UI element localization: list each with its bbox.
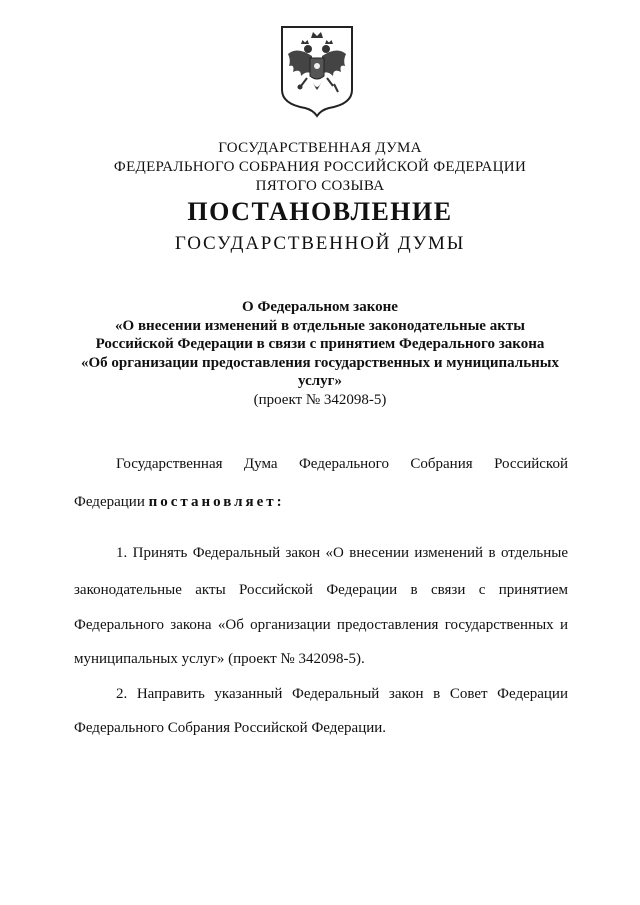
subject-line-4: «Об организации предоставления государственных и муниципальных: [80, 354, 559, 371]
document-type-title: ПОСТАНОВЛЕНИЕ: [187, 197, 453, 226]
preamble-line-1: [74, 456, 568, 473]
item-2-line-1: [74, 686, 568, 703]
bill-project-number: (проект № 342098-5): [253, 391, 387, 408]
subject-line-5: услуг»: [298, 373, 342, 390]
item-1-text-1: 1. Принять Федеральный закон «О внесении изменений в отдельные: [116, 545, 568, 561]
item-2-text-1: 2. Направить указанный Федеральный закон в Совет Федерации: [116, 686, 568, 702]
item-1-line-3: Федерального закона «Об организации предоставления государственных и: [74, 617, 568, 633]
document-subject: [60, 298, 580, 410]
preamble-text-1: Государственная Дума Федерального Собрания Российской: [116, 456, 568, 472]
coat-of-arms-emblem: [279, 24, 355, 118]
preamble-text-2: Федерации: [74, 494, 149, 510]
document-issuer-subtitle: ГОСУДАРСТВЕННОЙ ДУМЫ: [174, 233, 466, 254]
header-line-2: ФЕДЕРАЛЬНОГО СОБРАНИЯ РОССИЙСКОЙ ФЕДЕРАЦИИ: [113, 159, 527, 175]
header-line-3: ПЯТОГО СОЗЫВА: [255, 178, 385, 194]
issuing-authority-header: [0, 139, 640, 196]
item-1-line-1: [74, 545, 568, 562]
preamble-line-2: [74, 494, 568, 511]
subject-line-2: «О внесении изменений в отдельные законодательные акты: [115, 317, 525, 334]
header-line-1: ГОСУДАРСТВЕННАЯ ДУМА: [218, 140, 422, 156]
subject-line-3: Российской Федерации в связи с принятием Федерального закона: [95, 336, 545, 353]
item-2-line-2: Федерального Собрания Российской Федерации.: [74, 720, 387, 736]
item-1-line-2: законодательные акты Российской Федерации в связи с принятием: [74, 582, 568, 598]
subject-line-1: О Федеральном законе: [242, 299, 398, 315]
decree-verb: постановляет:: [148, 494, 285, 510]
item-1-line-4: муниципальных услуг» (проект № 342098-5).: [74, 651, 365, 667]
